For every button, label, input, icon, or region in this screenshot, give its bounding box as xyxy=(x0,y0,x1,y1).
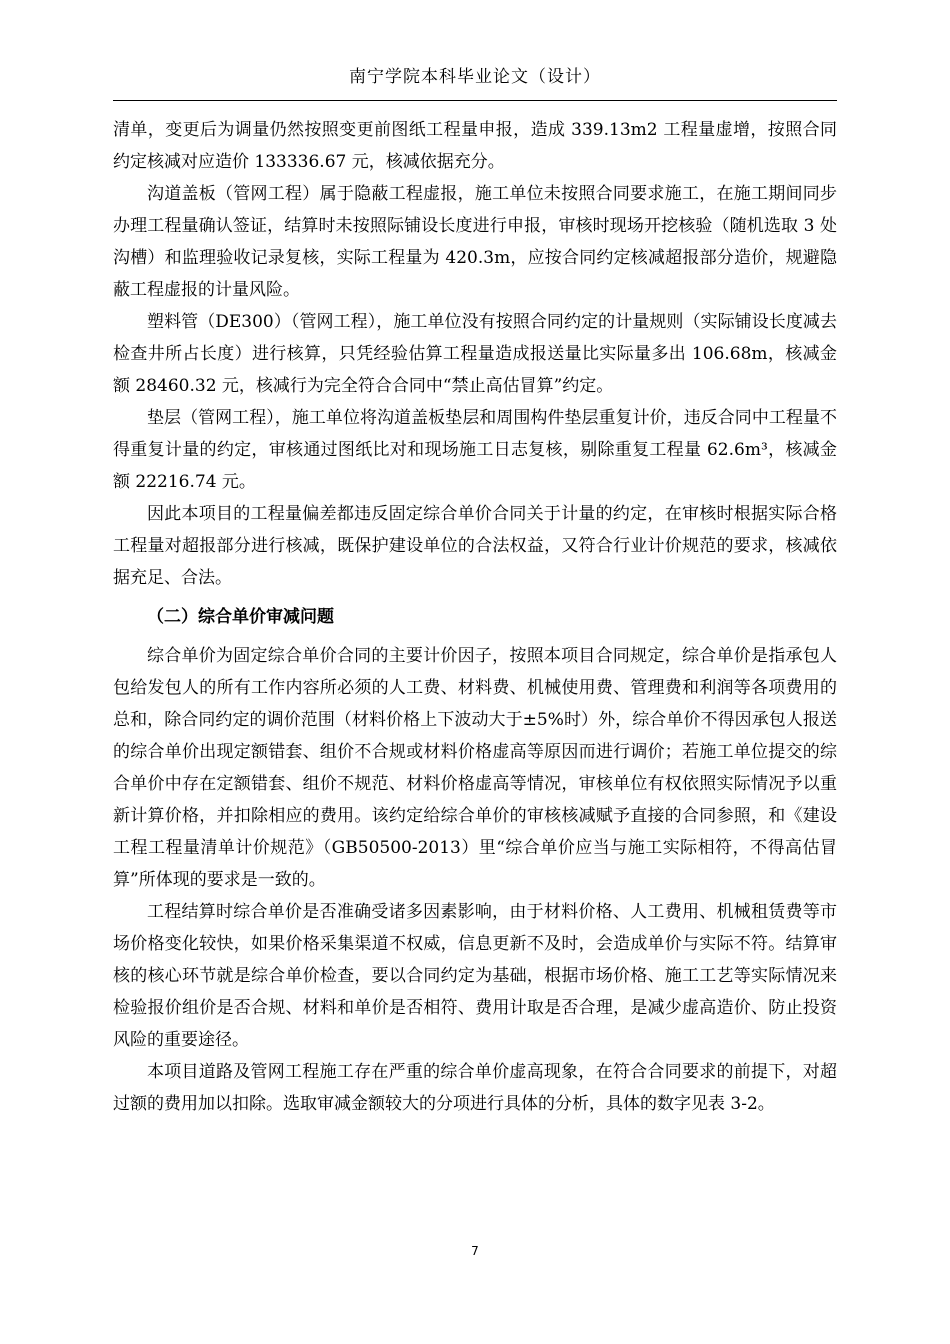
page-body xyxy=(113,114,837,1120)
running-header: 南宁学院本科毕业论文（设计） xyxy=(349,67,601,87)
header-divider xyxy=(113,100,837,101)
paragraph-plastic-pipe: 塑料管（DE300）（管网工程），施工单位没有按照合同约定的计量规则（实际铺设长度减去检查井所占长度）进行核算，只凭经验估算工程量造成报送量比实际量多出 106.68m，核减金额 28460.32 元，核减行为完全符合合同中“禁止高估冒算”约定。 xyxy=(113,312,837,396)
paragraph-project-deduction: 本项目道路及管网工程施工存在严重的综合单价虚高现象，在符合合同要求的前提下，对超过额的费用加以扣除。选取审减金额较大的分项进行具体的分析，具体的数字见表 3-2。 xyxy=(113,1062,837,1114)
paragraph-summary: 因此本项目的工程量偏差都违反固定综合单价合同关于计量的约定，在审核时根据实际合格工程量对超报部分进行核减，既保护建设单位的合法权益，又符合行业计价规范的要求，核减依据充足、合法。 xyxy=(113,504,837,588)
section-heading: （二）综合单价审减问题 xyxy=(147,607,334,627)
paragraph-continued: 清单，变更后为调量仍然按照变更前图纸工程量申报，造成 339.13m2 工程量虚增，按照合同约定核减对应造价 133336.67 元，核减依据充分。 xyxy=(113,120,837,172)
paragraph-unit-price-definition: 综合单价为固定综合单价合同的主要计价因子，按照本项目合同规定，综合单价是指承包人包给发包人的所有工作内容所必须的人工费、材料费、机械使用费、管理费和利润等各项费用的总和，除合同约定的调价范围（材料价格上下波动大于±5%时）外，综合单价不得因承包人报送的综合单价出现定额错套、组价不合规或材料价格虚高等原因而进行调价；若施工单位提交的综合单价中存在定额错套、组价不规范、材料价格虚高等情况，审核单位有权依照实际情况予以重新计算价格，并扣除相应的费用。该约定给综合单价的审核核减赋予直接的合同参照，和《建设工程工程量清单计价规范》（GB50500-2013）里“综合单价应当与施工实际相符，不得高估冒算”所体现的要求是一致的。 xyxy=(113,646,837,890)
page-number: 7 xyxy=(471,1244,479,1258)
paragraph-cushion-layer: 垫层（管网工程），施工单位将沟道盖板垫层和周围构件垫层重复计价，违反合同中工程量不得重复计量的约定，审核通过图纸比对和现场施工日志复核，剔除重复工程量 62.6m³，核减金额 22216.74 元。 xyxy=(113,408,837,492)
paragraph-unit-price-review: 工程结算时综合单价是否准确受诸多因素影响，由于材料价格、人工费用、机械租赁费等市场价格变化较快，如果价格采集渠道不权威，信息更新不及时，会造成单价与实际不符。结算审核的核心环节就是综合单价检查，要以合同约定为基础，根据市场价格、施工工艺等实际情况来检验报价组价是否合规、材料和单价是否相符、费用计取是否合理，是减少虚高造价、防止投资风险的重要途径。 xyxy=(113,902,837,1050)
paragraph-trench-cover: 沟道盖板（管网工程）属于隐蔽工程虚报，施工单位未按照合同要求施工，在施工期间同步办理工程量确认签证，结算时未按照际铺设长度进行申报，审核时现场开挖核验（随机选取 3 处沟槽）和监理验收记录复核，实际工程量为 420.3m，应按合同约定核减超报部分造价，规避隐蔽工程虚报的计量风险。 xyxy=(113,184,837,300)
